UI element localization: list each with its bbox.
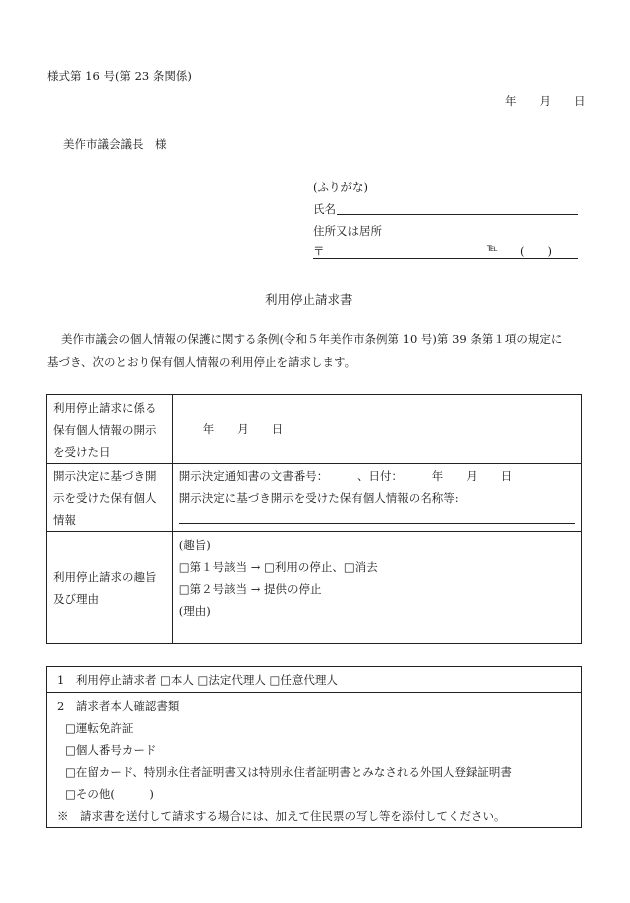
table-row — [47, 667, 582, 693]
purpose-label: (趣旨) — [178, 538, 211, 552]
notice-doc-number-line: 開示決定通知書の文書番号： 、日付： 年 月 日 — [178, 469, 513, 483]
body-line-1: 美作市議会の個人情報の保護に関する条例(令和５年美作市条例第 10 号)第 39 条第１項の規定に — [61, 332, 563, 346]
disclosed-info-label: 開示決定に基づき開 示を受けた保有個人 情報 — [47, 464, 173, 532]
purpose-option-2[interactable]: □第２号該当 → 提供の停止 — [178, 582, 322, 596]
disclosure-date-value[interactable]: 年 月 日 — [172, 395, 581, 464]
table-row — [47, 693, 582, 828]
address-field-line — [313, 258, 578, 259]
document-date: 年 月 日 — [505, 94, 586, 108]
purpose-option-1[interactable]: □第１号該当 → □利用の停止、□消去 — [178, 560, 378, 574]
id-doc-other[interactable]: □その他( ) — [65, 787, 154, 801]
request-details-table — [46, 394, 582, 644]
table-row — [47, 464, 582, 532]
purpose-reason-label: 利用停止請求の趣旨 及び理由 — [47, 532, 173, 644]
postal-mark: 〒 — [313, 244, 325, 258]
disclosed-info-name-label: 開示決定に基づき開示を受けた保有個人情報の名称等: — [178, 491, 459, 505]
name-field-line — [337, 214, 578, 215]
id-doc-my-number-card[interactable]: □個人番号カード — [65, 743, 157, 757]
id-doc-residence-card[interactable]: □在留カード、特別永住者証明書又は特別永住者証明書とみなされる外国人登録証明書 — [65, 765, 512, 779]
requester-type-cell[interactable]: 1 利用停止請求者 □本人 □法定代理人 □任意代理人 — [47, 667, 582, 693]
address-label: 住所又は居所 — [313, 224, 382, 238]
reason-label: (理由) — [178, 604, 211, 618]
disclosed-info-name-line — [179, 523, 575, 524]
id-doc-drivers-license[interactable]: □運転免許証 — [65, 721, 134, 735]
document-title: 利用停止請求書 — [265, 292, 353, 307]
disclosed-info-value[interactable] — [172, 464, 581, 532]
addressee: 美作市議会議長 様 — [63, 137, 167, 151]
table-row — [47, 532, 582, 644]
identity-verification-table — [46, 666, 582, 828]
table-row — [47, 395, 582, 464]
form-number: 様式第 16 号(第 23 条関係) — [47, 69, 192, 83]
tel-paren: ( ) — [520, 244, 552, 258]
tel-label: ℡ — [487, 243, 498, 254]
disclosure-date-label: 利用停止請求に係る 保有個人情報の開示 を受けた日 — [47, 395, 173, 464]
mail-request-note: ※ 請求書を送付して請求する場合には、加えて住民票の写し等を添付してください。 — [57, 809, 506, 823]
purpose-reason-value[interactable] — [172, 532, 581, 644]
id-documents-heading: 2 請求者本人確認書類 — [57, 699, 180, 713]
id-documents-cell — [47, 693, 582, 828]
body-line-2: 基づき、次のとおり保有個人情報の利用停止を請求します。 — [47, 355, 357, 369]
furigana-label: (ふりがな) — [313, 180, 368, 194]
name-label: 氏名 — [313, 202, 336, 216]
